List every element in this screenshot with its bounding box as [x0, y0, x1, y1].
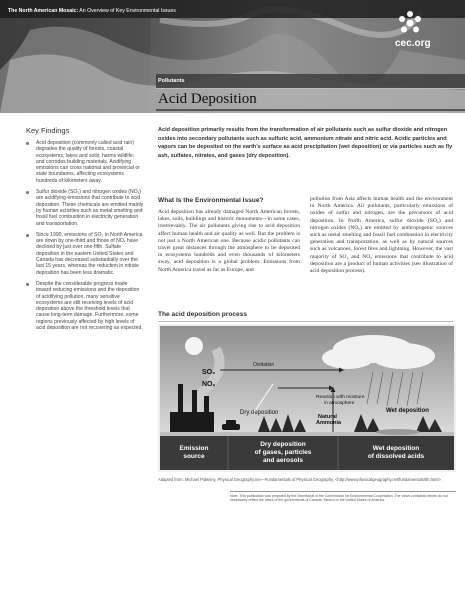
- oxidation-label: Oxidation: [253, 362, 275, 368]
- so2-label: SO₂: [202, 369, 216, 376]
- emission-label-1: Emission: [179, 445, 209, 452]
- emission-label-2: source: [183, 453, 205, 460]
- title-divider: [156, 88, 465, 89]
- dry-gases-label-2: of gases, particles: [254, 449, 312, 456]
- bullet-icon: [26, 142, 29, 145]
- cec-logo-icon: [397, 10, 423, 36]
- intro-paragraph: Acid deposition primarily results from the transformation of air pollutants such as sulfur dioxide and nitrogen oxides into secondary pollutants such as sulfuric acid, ammonium nitrate and nitric acid. Acidic particles and vapors can be deposited on the earth's surface as acid precipitation (wet deposition) or via particles such as fly ash, sulfates, nitrates, and gases (dry deposition).: [158, 127, 453, 159]
- key-findings-heading: Key Findings: [26, 126, 70, 135]
- ammonia-label: Ammonia: [316, 420, 342, 426]
- nox-label: NOₓ: [202, 381, 216, 388]
- key-finding-item: Sulfur dioxide (SO₂) and nitrogen oxides (NOₓ) are acidifying emissions that contribute to acid deposition. These chemicals are emitted mainly by human activities such as metal smelting and fossil fuel combustion in electricity generation and transportation.: [26, 189, 144, 227]
- key-findings-list: [26, 140, 144, 336]
- sun-icon: [185, 337, 203, 355]
- dry-deposition-label: Dry deposition: [240, 410, 279, 416]
- bullet-icon: [26, 191, 29, 194]
- figure-title: The acid deposition process: [158, 311, 248, 318]
- figure-divider: [158, 321, 453, 322]
- key-finding-item: Acid deposition (commonly called acid rain) degrades the quality of forests, coastal ecosystems, lakes and soils; harms wildlife; and corrodes building materials. Acidifying emissions can cross national and provincial or state boundaries, affecting ecosystems hundreds of kilometers away.: [26, 140, 144, 184]
- page-title: Acid Deposition: [158, 91, 257, 107]
- reaction-label: Reaction with moisture: [316, 395, 365, 400]
- bullet-icon: [26, 234, 29, 237]
- wet-deposition-label: Wet deposition: [386, 408, 429, 414]
- wet-acids-label-1: Wet deposition: [372, 445, 420, 452]
- key-finding-item: Despite the considerable progress made toward reducing emissions and the deposition of acidifying pollution, many sensitive ecosystems are still receiving levels of acid deposition above the threshold levels that cause long-term damage. Furthermore, some regions previously affected by high levels of acid deposition are not recovering as expected.: [26, 281, 144, 331]
- diagram-svg: [158, 324, 456, 472]
- dry-gases-label-3: and aerosols: [262, 457, 304, 464]
- dry-gases-label-1: Dry deposition: [260, 441, 306, 448]
- title-underline: [156, 109, 465, 111]
- atmosphere-label: in atmosphere: [324, 401, 355, 406]
- natural-label: Natural: [318, 414, 337, 420]
- key-finding-item: Since 1990, emissions of SO₂ in North America are down by one-third and those of NOₓ have declined by just over one-fifth. Sulfate deposition in the eastern United States and Canada has decreased substantially over the last 15 years, whereas the reduction in nitrate deposition has been less dramatic.: [26, 232, 144, 276]
- acid-deposition-diagram: [158, 324, 456, 472]
- body-column-left: Acid deposition has already damaged North American forests, lakes, soils, buildings and historic monuments—in some cases, irretrievably. The air pollutants giving rise to acid deposition affect human health and air quality as well. But the problem is not just a North American one. Because acidic pollutants can travel great distances through the atmosphere to be deposited in ecosystems hundreds and even thousands of kilometers away, acid deposition is a global problem. Emissions from North America travel as far as Europe, and: [158, 209, 300, 273]
- figure-source: Adapted from: Michael Pidwirny, Physical Geography.net—Fundamentals of Physical Geography, <http://www.physicalgeography.net/fundamentals/8h.html>.: [158, 477, 442, 482]
- series-title: The North American Mosaic: An Overview of Key Environmental Issues: [8, 8, 176, 14]
- org-name: cec.org: [395, 38, 431, 49]
- lake: [376, 429, 420, 435]
- footer-note: Note: This publication was prepared by the Secretariat of the Commission for Environmental Cooperation. The views contained herein do not necessarily reflect the views of the governments of Canada, Mexico or the United States of America.: [230, 491, 456, 503]
- section-heading: What Is the Environmental Issue?: [158, 197, 264, 204]
- section-label: Pollutants: [158, 78, 185, 84]
- wet-acids-label-2: of dissolved acids: [367, 453, 425, 460]
- body-column-right: pollution from Asia affects human health and the environment in North America. Air pollutants, particularly emissions of oxides of sulfur and nitrogen, are the precursors of acid deposition. In North America, sulfur dioxide (SO₂) and nitrogen oxides (NOₓ) are emitted by anthropogenic sources such as metal smelting and fossil fuel combustion in electricity generation and transportation, as well as by natural sources such as volcanoes, forest fires and lightning. However, the vast majority of SO₂ and NOₓ emissions that contribute to acid deposition are a product of human activities (see illustration of acid deposition process).: [310, 196, 453, 275]
- bullet-icon: [26, 283, 29, 286]
